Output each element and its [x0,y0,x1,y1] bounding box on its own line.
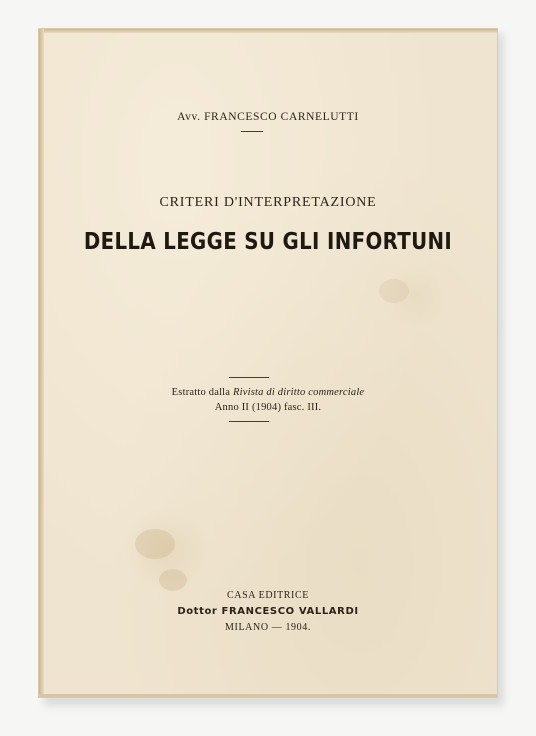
foxing-stain [135,529,175,559]
foxing-stain [379,279,409,303]
title-line-1: CRITERI D'INTERPRETAZIONE [159,195,377,210]
publisher-line-3: MILANO — 1904. [225,622,311,633]
publisher-line-1: CASA EDITRICE [227,590,309,601]
booklet-cover [38,28,498,698]
extract-citation [39,387,497,398]
cover-bottom-edge [39,694,497,697]
extract-prefix: Estratto dalla [171,387,233,398]
foxing-stain [159,569,187,591]
title-line-2: DELLA LEGGE SU GLI INFORTUNI [83,229,453,255]
publisher-line-2: Dottor FRANCESCO VALLARDI [177,606,359,617]
section-rule-top [229,377,269,378]
cover-top-edge [39,29,497,33]
author-name: Avv. FRANCESCO CARNELUTTI [177,111,359,123]
extract-journal: Rivista di diritto commerciale [233,387,365,398]
section-rule-bottom [229,421,269,422]
author-underline [241,131,263,132]
extract-issue: Anno II (1904) fasc. III. [214,402,322,413]
